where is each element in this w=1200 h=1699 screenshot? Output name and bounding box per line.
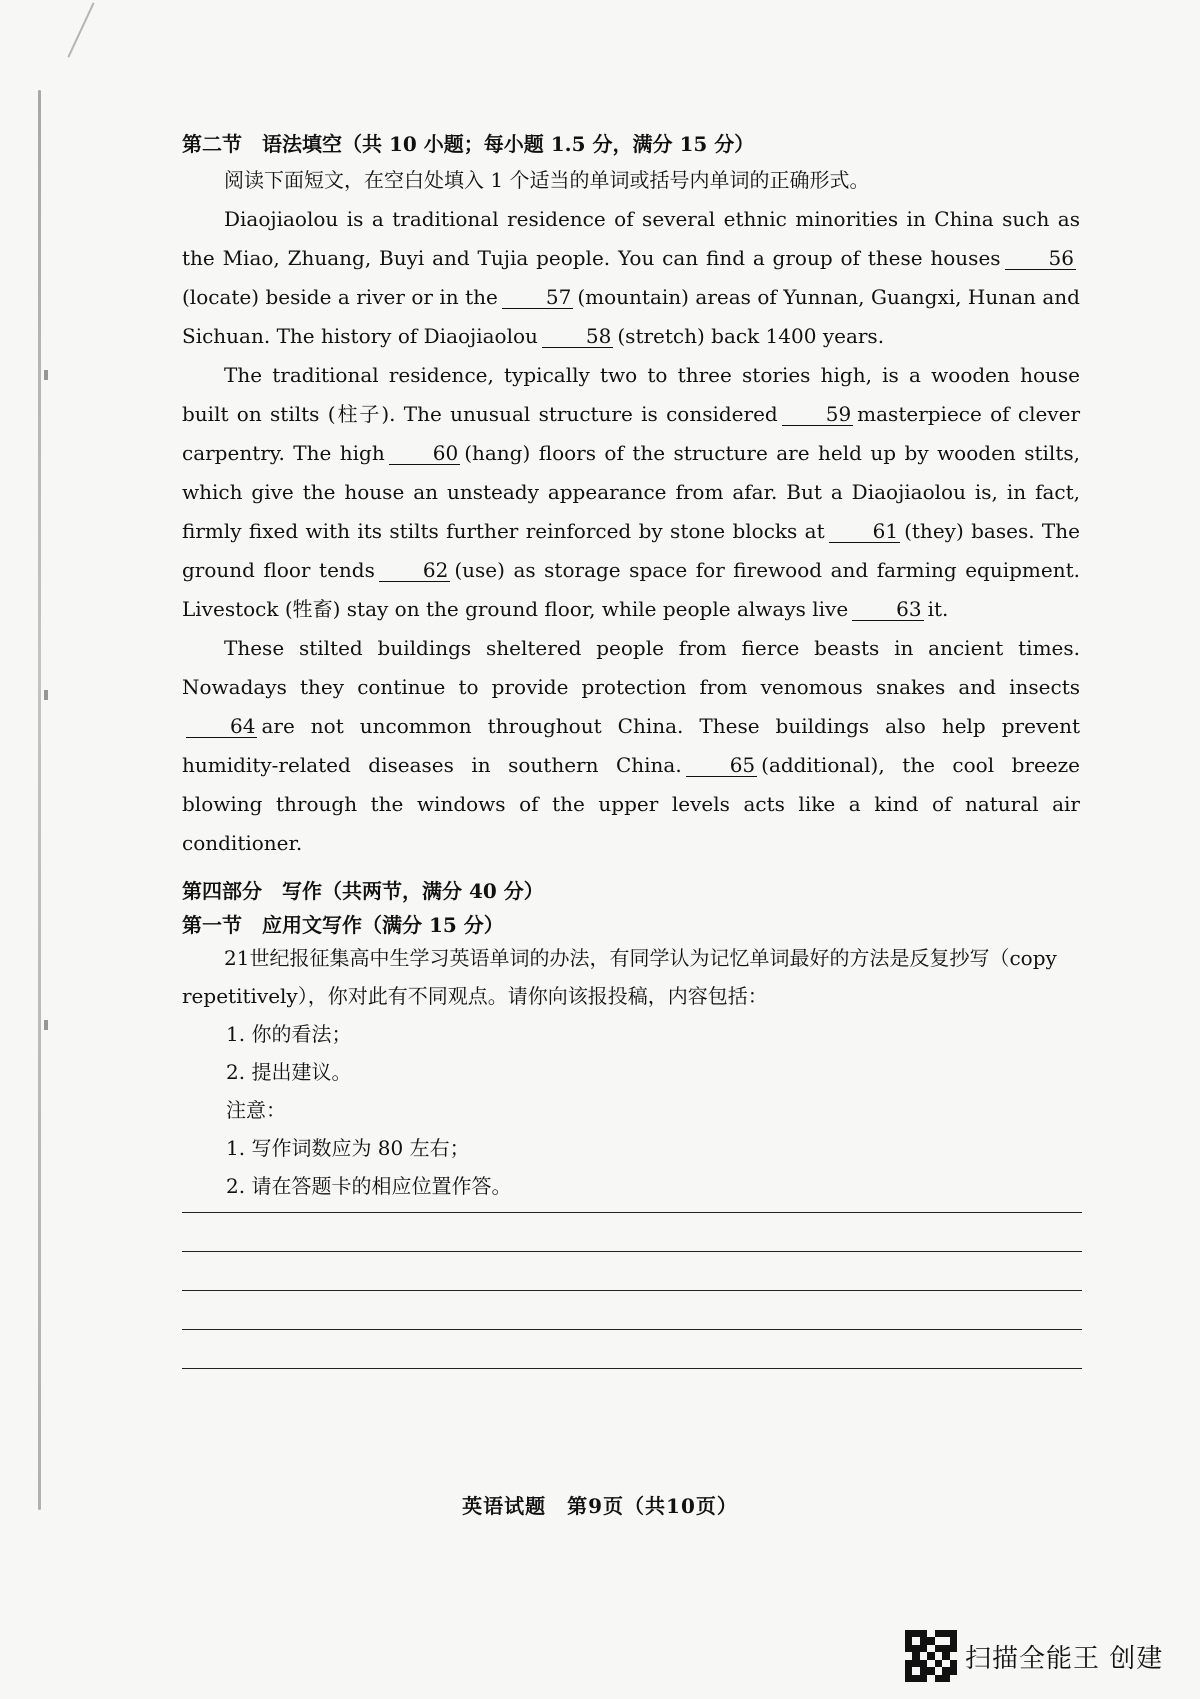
watermark-text: 扫描全能王 创建: [965, 1643, 1164, 1674]
section2-instruction: 阅读下面短文，在空白处填入 1 个适当的单词或括号内单词的正确形式。: [224, 168, 870, 192]
blank-58[interactable]: 58: [542, 325, 613, 348]
blank-61[interactable]: 61: [829, 520, 900, 543]
blank-63[interactable]: 63: [852, 598, 923, 621]
part4-writing: [182, 877, 1080, 1205]
blank-59[interactable]: 59: [782, 403, 853, 426]
page-footer: 英语试题 第9页（共10页）: [462, 1494, 738, 1518]
blank-60[interactable]: 60: [389, 442, 460, 465]
main-content: [182, 130, 1080, 1205]
answer-line[interactable]: [182, 1212, 1082, 1213]
answer-lines: [182, 1212, 1082, 1407]
blank-65[interactable]: 65: [686, 754, 757, 777]
scan-edge-shadow: [38, 90, 41, 1510]
prompt-item: 1. 你的看法；: [226, 1022, 352, 1046]
scan-artifact: [67, 2, 94, 57]
note-item: 2. 请在答题卡的相应位置作答。: [226, 1174, 512, 1198]
scan-artifact: [44, 1020, 48, 1030]
scanner-watermark: [905, 1630, 1163, 1682]
answer-line[interactable]: [182, 1329, 1082, 1330]
blank-56[interactable]: 56: [1005, 247, 1076, 270]
passage-paragraph-1: Diaojiaolou is a traditional residence of several ethnic minorities in China such as the Miao, Zhuang, Buyi and Tujia people. You can find a group of these houses 56(locate) beside a river or in the 57 (mountain) areas of Yunnan, Guangxi, Hunan and Sichuan. The history of Diaojiaolou 58 (stretch) back 1400 years.: [182, 207, 1080, 348]
scan-artifact: [44, 370, 48, 380]
passage-paragraph-3: These stilted buildings sheltered people from fierce beasts in ancient times. Nowadays they continue to provide protection from venomous snakes and insects64 are not uncommon throughout China. These buildings also help prevent humidity-related diseases in southern China. 65 (additional), the cool breeze blowing through the windows of the upper levels acts like a kind of natural air conditioner.: [182, 636, 1080, 855]
answer-line[interactable]: [182, 1290, 1082, 1291]
part4-subheading: 第一节 应用文写作（满分 15 分）: [182, 913, 504, 937]
blank-64[interactable]: 64: [186, 715, 257, 738]
scan-artifact: [44, 690, 48, 700]
section2-heading: 第二节 语法填空（共 10 小题；每小题 1.5 分，满分 15 分）: [182, 132, 755, 156]
prompt-item: 2. 提出建议。: [226, 1060, 352, 1084]
passage-paragraph-2: The traditional residence, typically two to three stories high, is a wooden house built on stilts (柱子). The unusual structure is considered 59 masterpiece of clever carpentry. The high 60 (hang) floors of the structure are held up by wooden stilts, which give the house an unsteady appearance from afar. But a Diaojiaolou is, in fact, firmly fixed with its stilts further reinforced by stone blocks at 61 (they) bases. The ground floor tends 62 (use) as storage space for firewood and farming equipment. Livestock (牲畜) stay on the ground floor, while people always live 63 it.: [182, 363, 1080, 621]
writing-prompt: 21世纪报征集高中生学习英语单词的办法，有同学认为记忆单词最好的方法是反复抄写（copy repetitively），你对此有不同观点。请你向该报投稿，内容包括：: [182, 946, 1057, 1008]
blank-57[interactable]: 57: [502, 286, 573, 309]
part4-heading: 第四部分 写作（共两节，满分 40 分）: [182, 879, 544, 903]
answer-line[interactable]: [182, 1368, 1082, 1369]
note-label: 注意：: [226, 1098, 286, 1122]
answer-line[interactable]: [182, 1251, 1082, 1252]
qr-code-icon: [905, 1630, 957, 1682]
blank-62[interactable]: 62: [379, 559, 450, 582]
note-item: 1. 写作词数应为 80 左右；: [226, 1136, 470, 1160]
